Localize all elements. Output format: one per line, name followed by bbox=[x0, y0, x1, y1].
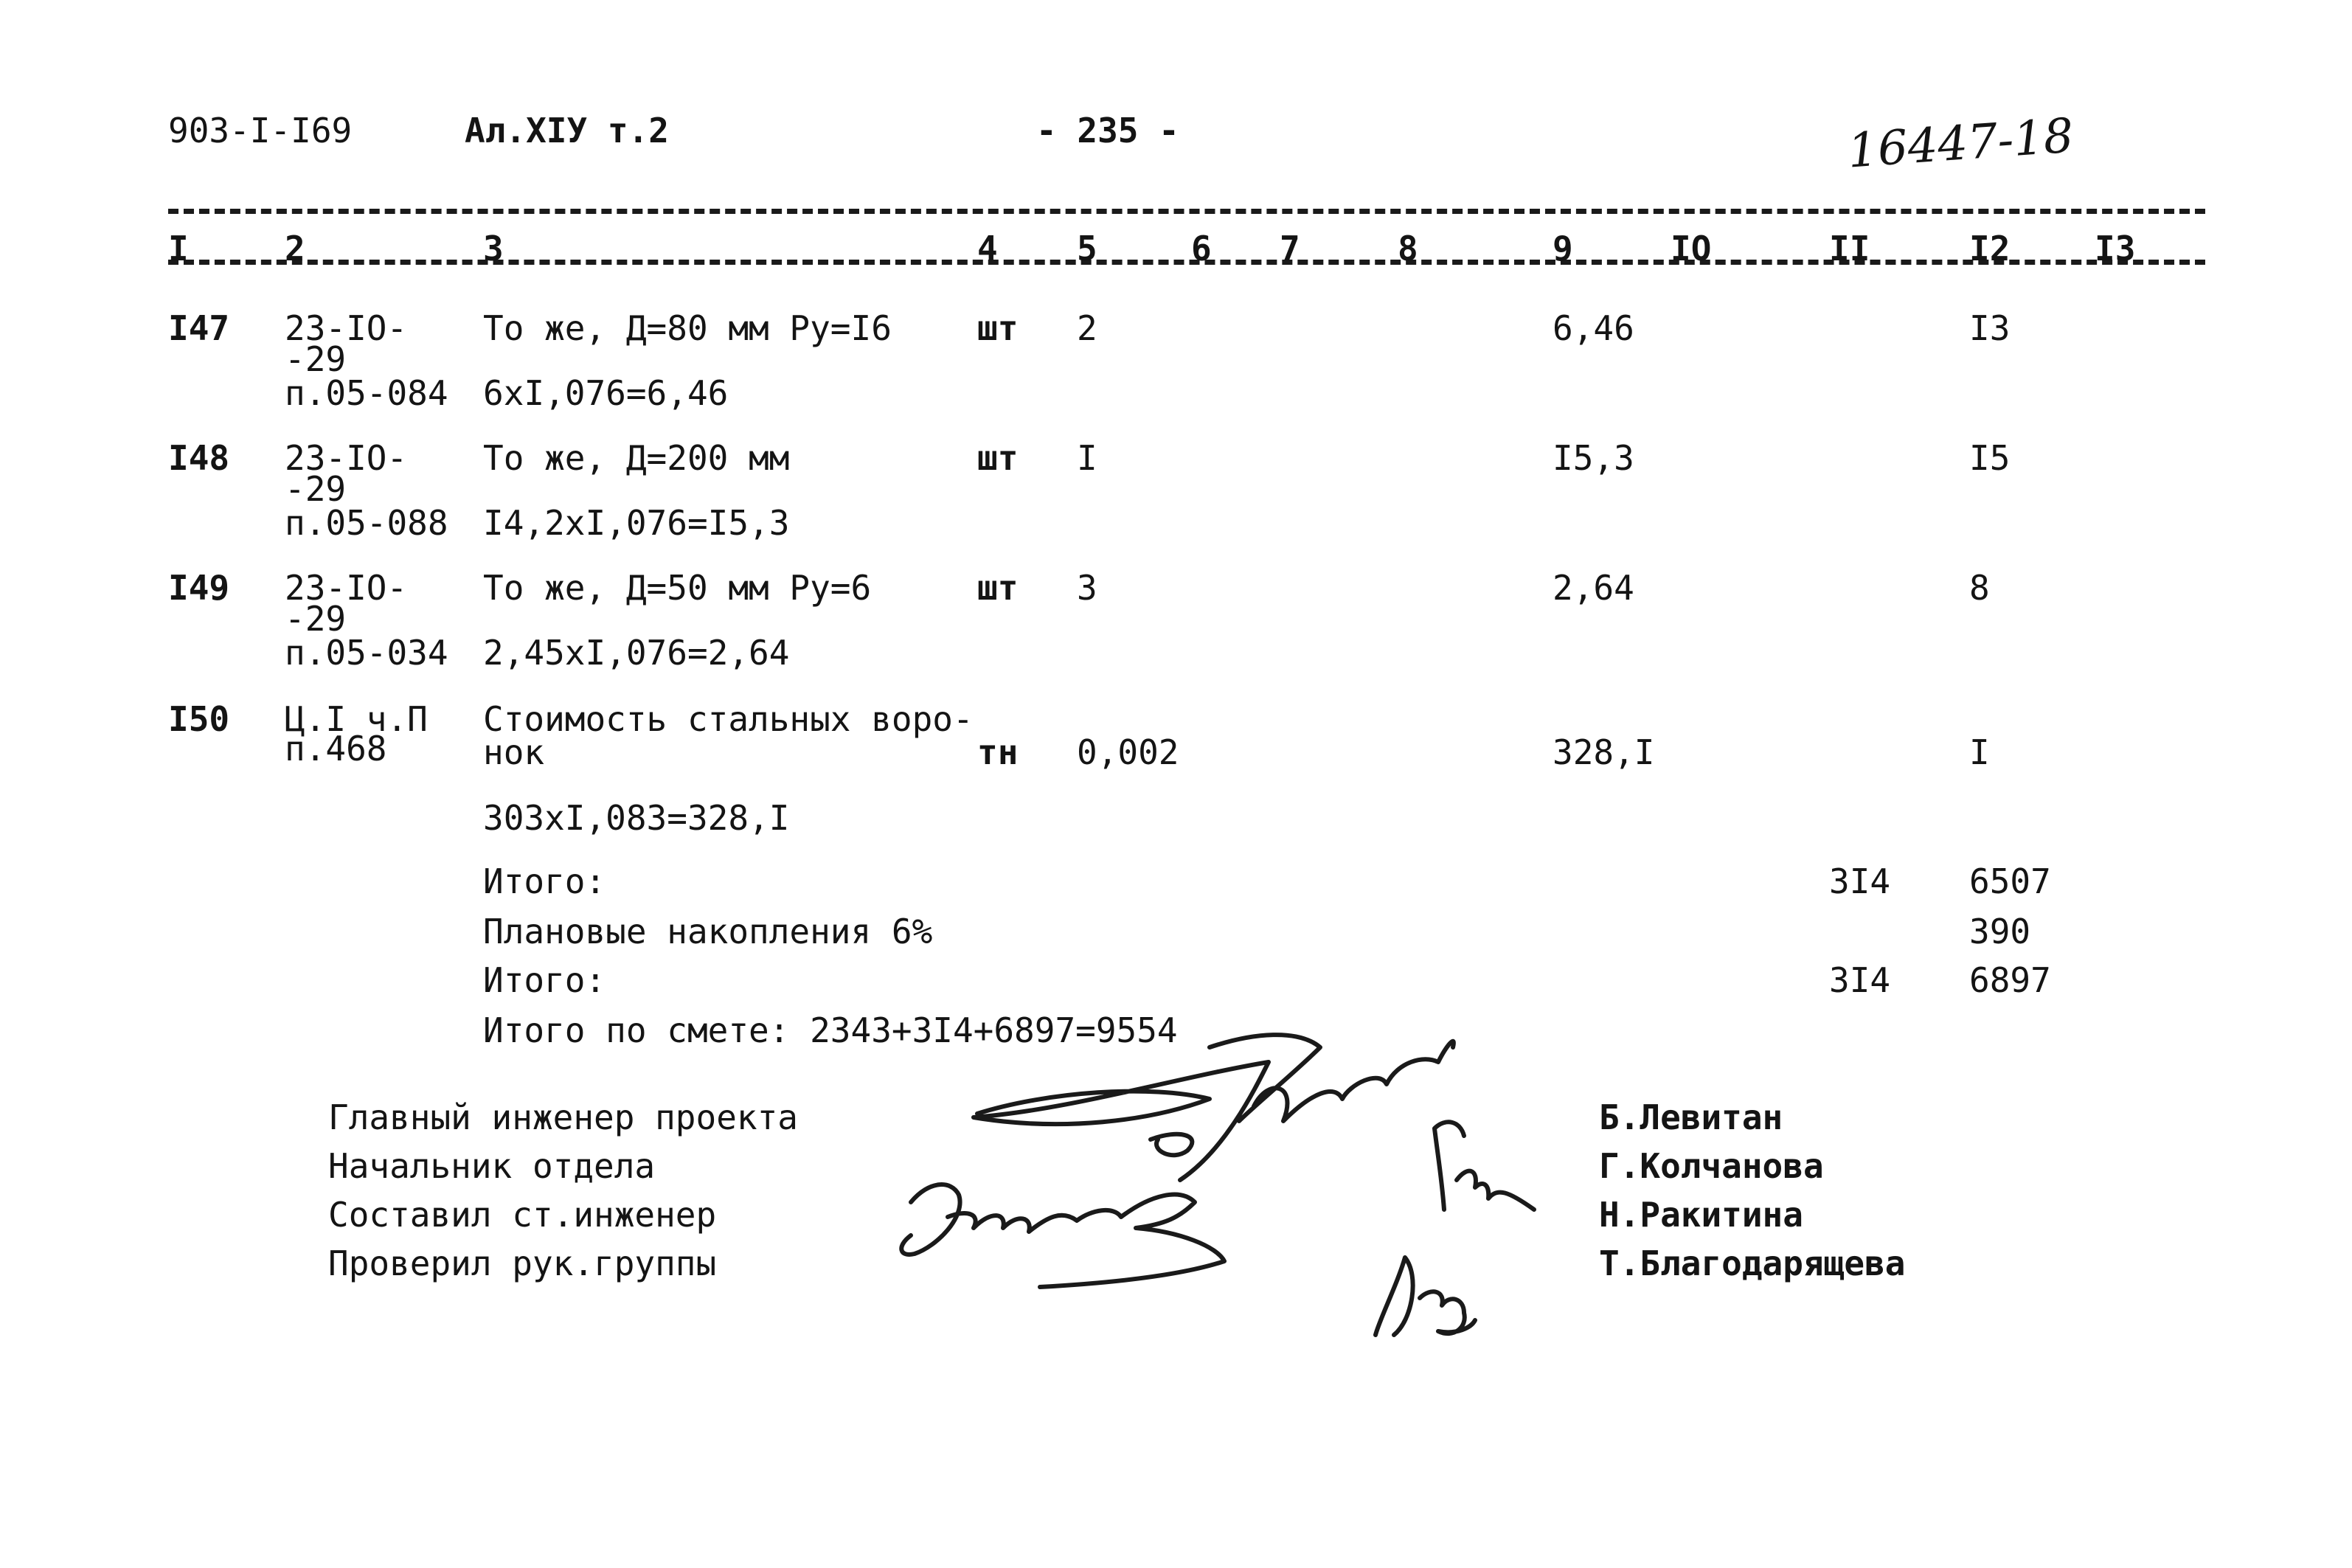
signatory-name: Б.Левитан bbox=[1599, 1097, 1783, 1137]
signature-checked-by bbox=[1376, 1257, 1475, 1335]
grand-total: Итого по смете: 2343+3I4+6897=9554 bbox=[483, 1010, 1178, 1050]
handwritten-number: 16447-18 bbox=[1845, 108, 2075, 179]
unit: шт bbox=[977, 308, 1019, 348]
quantity: 0,002 bbox=[1077, 732, 1179, 772]
column-number: 7 bbox=[1280, 229, 1300, 268]
price-reference: п.05-088 bbox=[285, 503, 448, 543]
price-reference: -29 bbox=[285, 599, 347, 639]
price-reference: п.05-084 bbox=[285, 373, 448, 413]
item-calculation: I4,2xI,076=I5,3 bbox=[483, 503, 790, 543]
price-reference: п.468 bbox=[285, 729, 387, 769]
price-reference: 23-IO- bbox=[285, 568, 408, 608]
total-cost: I bbox=[1969, 732, 1990, 772]
unit: тн bbox=[977, 732, 1019, 772]
item-description: Стоимость стальных воро- bbox=[483, 699, 974, 739]
subtotal-column-12: 6507 bbox=[1969, 861, 2051, 901]
total-label: Итого: bbox=[483, 960, 606, 1000]
column-number: 8 bbox=[1398, 229, 1418, 268]
signatory-name: Т.Благодарящева bbox=[1599, 1243, 1906, 1283]
row-number: I49 bbox=[168, 568, 230, 608]
column-number: II bbox=[1829, 229, 1870, 268]
column-number: I bbox=[168, 229, 189, 268]
signature-department-head bbox=[1435, 1122, 1534, 1210]
planned-savings-label: Плановые накопления 6% bbox=[483, 912, 933, 951]
column-number: I2 bbox=[1969, 229, 2011, 268]
row-number: I48 bbox=[168, 438, 230, 478]
column-number: 2 bbox=[285, 229, 305, 268]
item-description: То же, Д=80 мм Ру=I6 bbox=[483, 308, 892, 348]
total-column-12: 6897 bbox=[1969, 960, 2051, 1000]
column-number: IO bbox=[1671, 229, 1712, 268]
signature-compiled-by bbox=[901, 1184, 1224, 1287]
item-calculation: 303xI,083=328,I bbox=[483, 798, 790, 838]
total-cost: 8 bbox=[1969, 568, 1990, 608]
column-number: 3 bbox=[483, 229, 504, 268]
quantity: 2 bbox=[1077, 308, 1097, 348]
signature-role: Начальник отдела bbox=[328, 1146, 656, 1186]
signature-role: Проверил рук.группы bbox=[328, 1243, 717, 1283]
planned-savings-value: 390 bbox=[1969, 912, 2031, 951]
price-reference: п.05-034 bbox=[285, 633, 448, 673]
unit-price: 328,I bbox=[1553, 732, 1655, 772]
album-reference: Ал.XIУ т.2 bbox=[465, 111, 669, 150]
page-number: - 235 - bbox=[1036, 111, 1179, 150]
price-reference: -29 bbox=[285, 339, 347, 379]
price-reference: Ц.I ч.П bbox=[285, 699, 428, 739]
unit: шт bbox=[977, 438, 1019, 478]
item-description: То же, Д=50 мм Ру=6 bbox=[483, 568, 872, 608]
signature-role: Составил ст.инженер bbox=[328, 1195, 717, 1235]
column-number: 6 bbox=[1191, 229, 1212, 268]
signature-chief-engineer bbox=[974, 1035, 1454, 1180]
unit-price: 6,46 bbox=[1553, 308, 1634, 348]
column-number: 5 bbox=[1077, 229, 1097, 268]
column-number: I3 bbox=[2095, 229, 2136, 268]
quantity: 3 bbox=[1077, 568, 1097, 608]
item-description: нок bbox=[483, 732, 545, 772]
column-number: 9 bbox=[1553, 229, 1573, 268]
price-reference: -29 bbox=[285, 469, 347, 509]
signatory-name: Г.Колчанова bbox=[1599, 1146, 1824, 1186]
unit-price: I5,3 bbox=[1553, 438, 1634, 478]
subtotal-column-11: 3I4 bbox=[1829, 861, 1891, 901]
column-number: 4 bbox=[977, 229, 998, 268]
quantity: I bbox=[1077, 438, 1097, 478]
document-code: 903-I-I69 bbox=[168, 111, 353, 150]
signature-role: Главный инженер проекта bbox=[328, 1097, 798, 1137]
price-reference: 23-IO- bbox=[285, 438, 408, 478]
row-number: I47 bbox=[168, 308, 230, 348]
row-number: I50 bbox=[168, 699, 230, 739]
price-reference: 23-IO- bbox=[285, 308, 408, 348]
total-cost: I3 bbox=[1969, 308, 2011, 348]
item-calculation: 2,45xI,076=2,64 bbox=[483, 633, 790, 673]
item-calculation: 6xI,076=6,46 bbox=[483, 373, 729, 413]
unit-price: 2,64 bbox=[1553, 568, 1634, 608]
item-description: То же, Д=200 мм bbox=[483, 438, 790, 478]
total-cost: I5 bbox=[1969, 438, 2011, 478]
signatory-name: Н.Ракитина bbox=[1599, 1195, 1803, 1235]
unit: шт bbox=[977, 568, 1019, 608]
total-column-11: 3I4 bbox=[1829, 960, 1891, 1000]
subtotal-label: Итого: bbox=[483, 861, 606, 901]
